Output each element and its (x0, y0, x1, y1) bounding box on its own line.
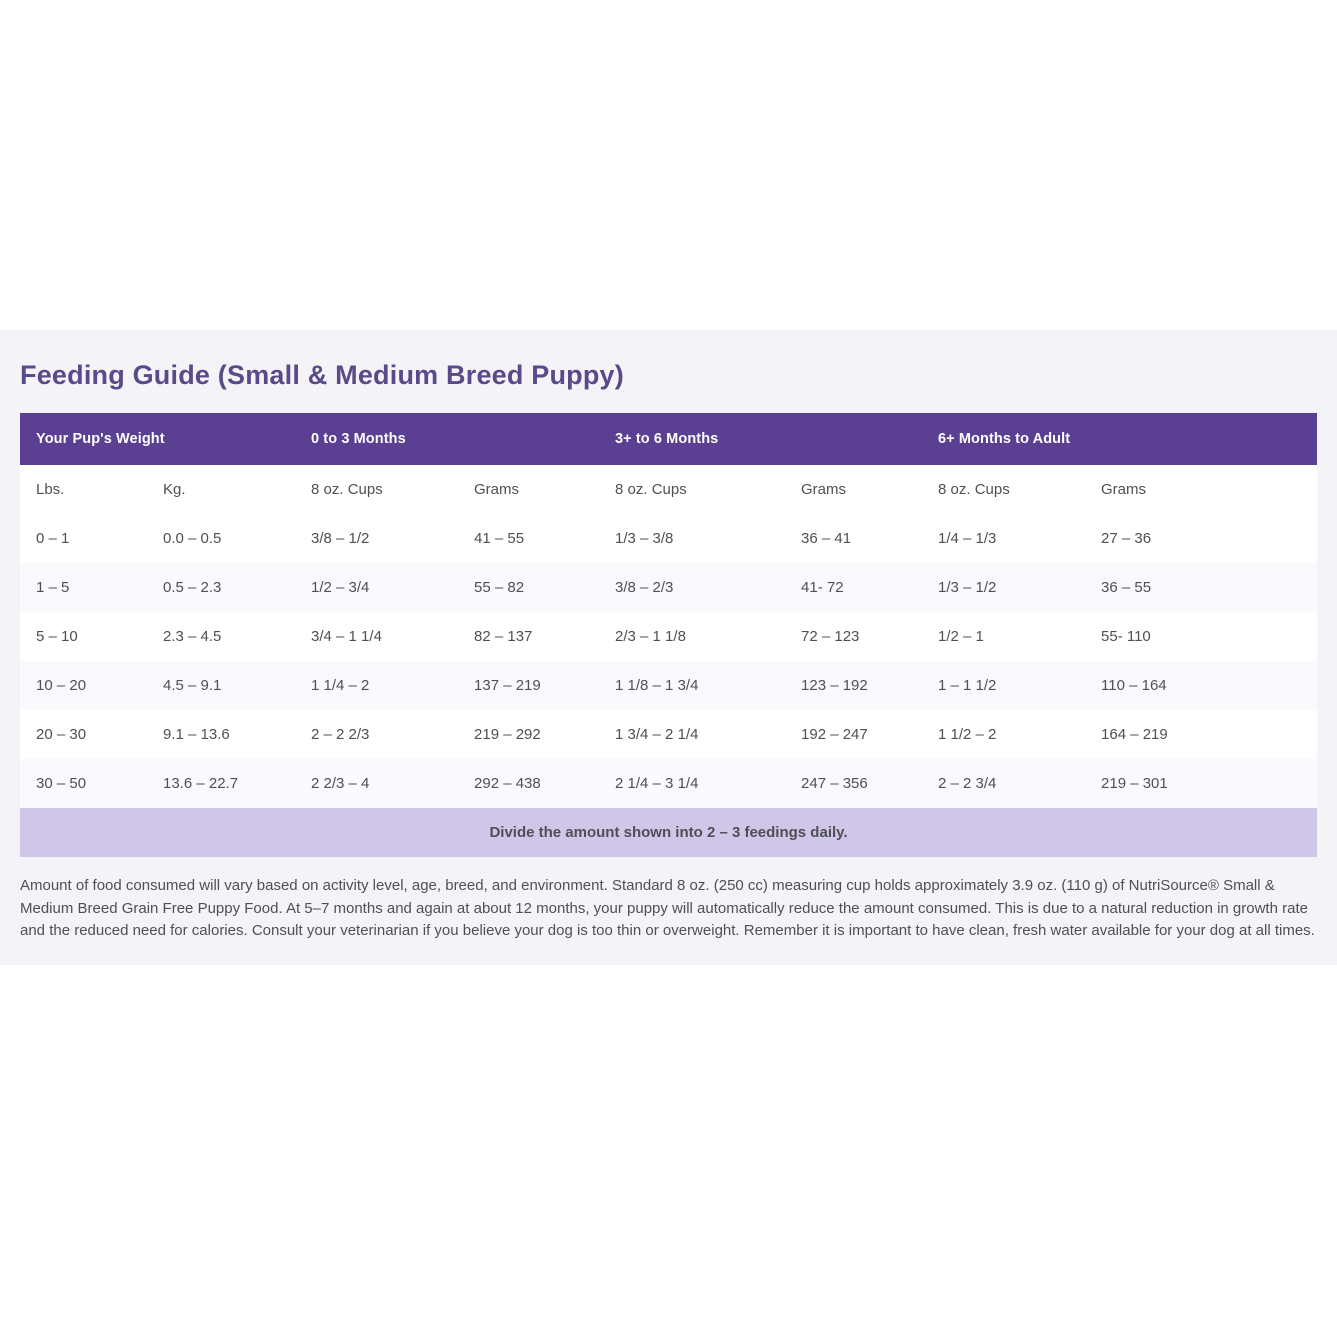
cell-cups-0-3: 2 – 2 2/3 (295, 710, 458, 759)
table-row (20, 759, 1317, 808)
cell-grams-3-6: 123 – 192 (785, 661, 922, 710)
cell-kg: 9.1 – 13.6 (147, 710, 295, 759)
cell-cups-0-3: 1 1/4 – 2 (295, 661, 458, 710)
group-header-weight: Your Pup's Weight (20, 413, 295, 465)
table-row (20, 563, 1317, 612)
feedings-note-row (20, 808, 1317, 857)
cell-grams-0-3: 82 – 137 (458, 612, 599, 661)
cell-kg: 0.0 – 0.5 (147, 514, 295, 563)
sub-header-lbs: Lbs. (20, 465, 147, 514)
cell-cups-3-6: 1/3 – 3/8 (599, 514, 785, 563)
cell-lbs: 0 – 1 (20, 514, 147, 563)
cell-grams-6-adult: 36 – 55 (1085, 563, 1317, 612)
sub-header-row (20, 465, 1317, 514)
table-row (20, 514, 1317, 563)
cell-cups-3-6: 1 1/8 – 1 3/4 (599, 661, 785, 710)
cell-grams-3-6: 192 – 247 (785, 710, 922, 759)
cell-cups-3-6: 3/8 – 2/3 (599, 563, 785, 612)
cell-grams-6-adult: 219 – 301 (1085, 759, 1317, 808)
cell-cups-6-adult: 1/3 – 1/2 (922, 563, 1085, 612)
group-header-3-6-months: 3+ to 6 Months (599, 413, 922, 465)
cell-grams-3-6: 72 – 123 (785, 612, 922, 661)
cell-lbs: 1 – 5 (20, 563, 147, 612)
cell-kg: 4.5 – 9.1 (147, 661, 295, 710)
cell-kg: 2.3 – 4.5 (147, 612, 295, 661)
cell-cups-0-3: 3/4 – 1 1/4 (295, 612, 458, 661)
cell-grams-6-adult: 27 – 36 (1085, 514, 1317, 563)
sub-header-kg: Kg. (147, 465, 295, 514)
cell-cups-0-3: 2 2/3 – 4 (295, 759, 458, 808)
cell-lbs: 5 – 10 (20, 612, 147, 661)
cell-cups-6-adult: 1 – 1 1/2 (922, 661, 1085, 710)
feedings-note: Divide the amount shown into 2 – 3 feedings daily. (20, 808, 1317, 857)
cell-grams-3-6: 247 – 356 (785, 759, 922, 808)
cell-grams-6-adult: 110 – 164 (1085, 661, 1317, 710)
table-header (20, 413, 1317, 465)
feeding-guide-panel (0, 330, 1337, 965)
sub-header-grams-3-6: Grams (785, 465, 922, 514)
cell-grams-6-adult: 55- 110 (1085, 612, 1317, 661)
page-title: Feeding Guide (Small & Medium Breed Puppy) (20, 360, 624, 390)
cell-kg: 0.5 – 2.3 (147, 563, 295, 612)
disclaimer-text: Amount of food consumed will vary based on activity level, age, breed, and environment. Standard 8 oz. (250 cc) measuring cup holds approximately 3.9 oz. (110 g) of NutriSource® Small & Medium Breed Grain Free Puppy Food. At 5–7 months and again at about 12 months, your puppy will automatically reduce the amount consumed. This is due to a natural reduction in growth rate and the reduced need for calories. Consult your veterinarian if you believe your dog is too thin or overweight. Remember it is important to have clean, fresh water available for your dog at all times. (20, 877, 1315, 939)
cell-grams-0-3: 41 – 55 (458, 514, 599, 563)
feeding-guide-table (20, 413, 1317, 857)
cell-grams-0-3: 137 – 219 (458, 661, 599, 710)
group-header-row (20, 413, 1317, 465)
cell-grams-3-6: 41- 72 (785, 563, 922, 612)
sub-header-cups-0-3: 8 oz. Cups (295, 465, 458, 514)
table-row (20, 612, 1317, 661)
sub-header-cups-6-adult: 8 oz. Cups (922, 465, 1085, 514)
cell-cups-3-6: 1 3/4 – 2 1/4 (599, 710, 785, 759)
cell-grams-6-adult: 164 – 219 (1085, 710, 1317, 759)
sub-header-grams-0-3: Grams (458, 465, 599, 514)
group-header-0-3-months: 0 to 3 Months (295, 413, 599, 465)
cell-kg: 13.6 – 22.7 (147, 759, 295, 808)
cell-cups-0-3: 3/8 – 1/2 (295, 514, 458, 563)
table-row (20, 710, 1317, 759)
cell-grams-0-3: 55 – 82 (458, 563, 599, 612)
group-header-6-months-adult: 6+ Months to Adult (922, 413, 1317, 465)
cell-grams-0-3: 219 – 292 (458, 710, 599, 759)
cell-lbs: 20 – 30 (20, 710, 147, 759)
cell-cups-3-6: 2 1/4 – 3 1/4 (599, 759, 785, 808)
cell-cups-0-3: 1/2 – 3/4 (295, 563, 458, 612)
cell-lbs: 30 – 50 (20, 759, 147, 808)
cell-grams-3-6: 36 – 41 (785, 514, 922, 563)
cell-cups-3-6: 2/3 – 1 1/8 (599, 612, 785, 661)
table-row (20, 661, 1317, 710)
cell-cups-6-adult: 1 1/2 – 2 (922, 710, 1085, 759)
cell-cups-6-adult: 1/4 – 1/3 (922, 514, 1085, 563)
sub-header-grams-6-adult: Grams (1085, 465, 1317, 514)
cell-cups-6-adult: 2 – 2 3/4 (922, 759, 1085, 808)
cell-cups-6-adult: 1/2 – 1 (922, 612, 1085, 661)
sub-header-cups-3-6: 8 oz. Cups (599, 465, 785, 514)
cell-grams-0-3: 292 – 438 (458, 759, 599, 808)
cell-lbs: 10 – 20 (20, 661, 147, 710)
